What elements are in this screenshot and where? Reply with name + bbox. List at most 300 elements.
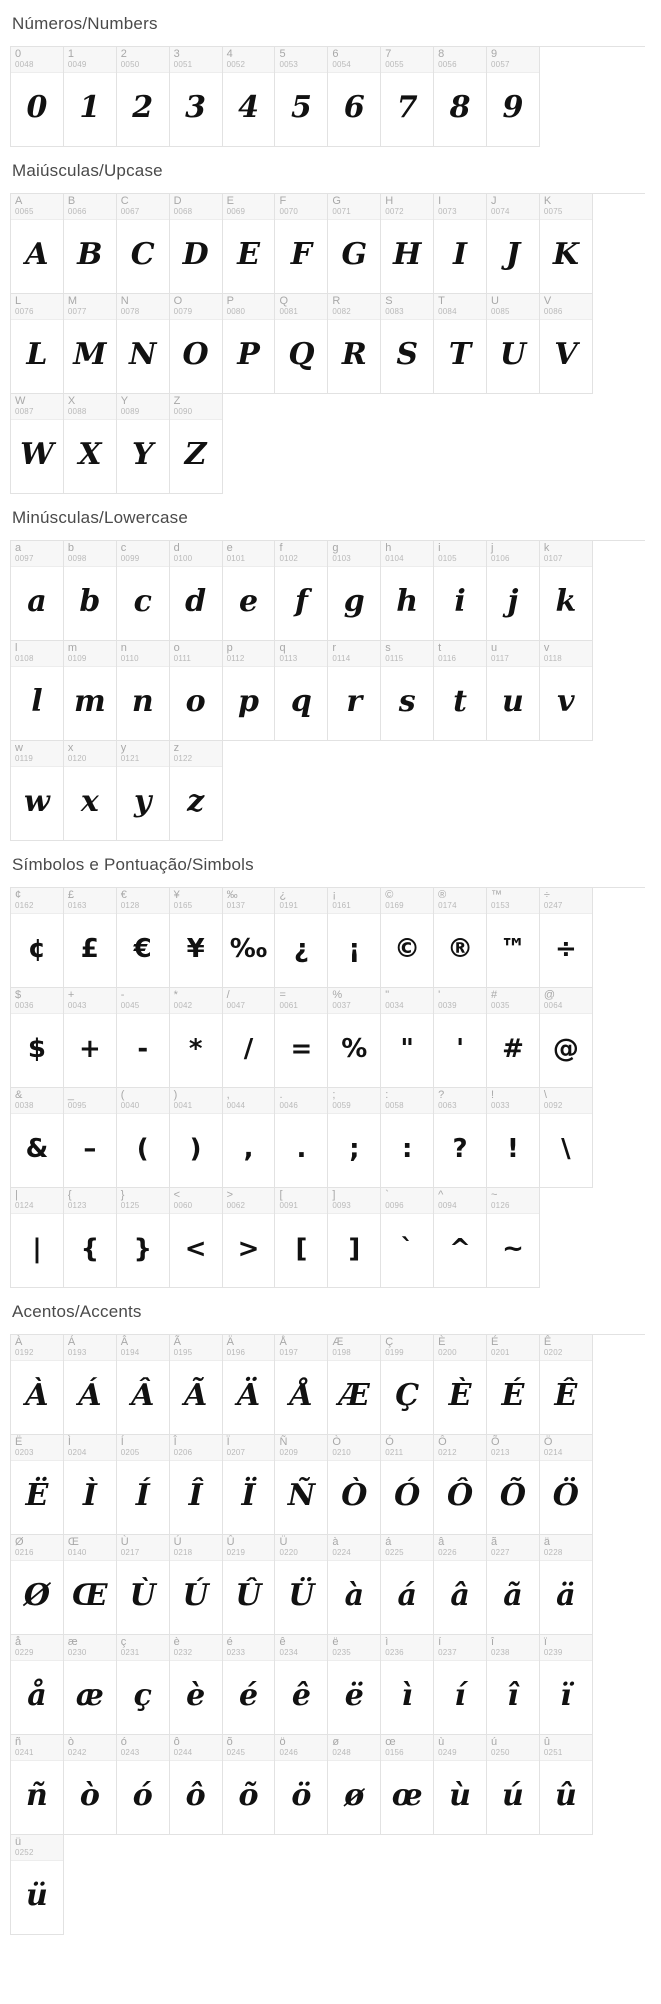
glyph-cell[interactable] <box>170 1188 223 1288</box>
glyph-cell[interactable] <box>487 1535 540 1635</box>
glyph-character-label: - <box>120 989 125 1001</box>
glyph-section <box>0 1288 661 1935</box>
glyph-preview: õ <box>238 1777 259 1813</box>
glyph-cell[interactable] <box>170 741 223 841</box>
glyph-cell[interactable] <box>275 1435 328 1535</box>
glyph-code-label: 0250 <box>491 1747 510 1757</box>
glyph-code-label: 0193 <box>67 1347 87 1357</box>
section-title: Minúsculas/Lowercase <box>12 508 188 527</box>
glyph-cell[interactable] <box>170 888 223 988</box>
glyph-cell[interactable] <box>117 1435 170 1535</box>
glyph-meta <box>275 1088 327 1114</box>
glyph-preview: Ü <box>288 1577 315 1613</box>
glyph-cell[interactable] <box>64 541 117 641</box>
glyph-grid <box>10 887 645 1288</box>
glyph-meta <box>170 541 222 567</box>
glyph-preview: B <box>77 236 103 272</box>
glyph-code-label: 0079 <box>173 306 193 316</box>
glyph-code-label: 0233 <box>226 1647 246 1657</box>
glyph-cell[interactable] <box>540 294 593 394</box>
glyph-cell[interactable] <box>381 194 434 294</box>
glyph-code-label: 0120 <box>67 753 87 763</box>
glyph-cell[interactable] <box>117 1535 170 1635</box>
glyph-code-label: 0065 <box>15 206 34 216</box>
glyph-cell[interactable] <box>328 888 381 988</box>
glyph-cell[interactable] <box>540 1535 593 1635</box>
glyph-cell[interactable] <box>381 541 434 641</box>
glyph-preview: J <box>505 236 521 272</box>
glyph-cell[interactable] <box>11 1435 64 1535</box>
glyph-cell[interactable] <box>381 1335 434 1435</box>
glyph-cell[interactable] <box>11 988 64 1088</box>
glyph-cell[interactable] <box>381 1635 434 1735</box>
glyph-preview: # <box>502 1033 524 1064</box>
glyph-cell[interactable] <box>11 1335 64 1435</box>
glyph-cell[interactable] <box>64 988 117 1088</box>
glyph-code-label: 0112 <box>226 653 245 663</box>
glyph-meta <box>117 541 169 567</box>
glyph-cell[interactable] <box>223 988 276 1088</box>
glyph-cell[interactable] <box>170 1088 223 1188</box>
glyph-code-label: 0062 <box>226 1200 246 1210</box>
glyph-cell[interactable] <box>11 641 64 741</box>
glyph-cell[interactable] <box>381 641 434 741</box>
glyph-meta <box>381 988 433 1014</box>
glyph-cell[interactable] <box>434 541 487 641</box>
glyph-cell[interactable] <box>64 47 117 147</box>
glyph-meta <box>11 888 63 914</box>
glyph-character-label: ç <box>120 1636 127 1648</box>
glyph-cell[interactable] <box>328 1435 381 1535</box>
glyph-meta <box>64 1335 116 1361</box>
glyph-cell[interactable] <box>64 394 117 494</box>
glyph-cell[interactable] <box>540 888 593 988</box>
glyph-meta <box>170 394 222 420</box>
glyph-cell[interactable] <box>487 1635 540 1735</box>
glyph-meta <box>487 1535 539 1561</box>
glyph-cell[interactable] <box>434 1735 487 1835</box>
glyph-meta <box>328 1188 380 1214</box>
glyph-cell[interactable] <box>223 541 276 641</box>
glyph-cell[interactable] <box>381 1535 434 1635</box>
glyph-code-label: 0229 <box>15 1647 34 1657</box>
glyph-preview: 8 <box>449 89 471 125</box>
glyph-preview: Í <box>135 1477 150 1513</box>
glyph-cell[interactable] <box>381 1088 434 1188</box>
glyph-character-label: û <box>543 1736 551 1748</box>
glyph-cell[interactable] <box>328 641 381 741</box>
glyph-cell[interactable] <box>434 1188 487 1288</box>
glyph-cell[interactable] <box>540 1635 593 1735</box>
glyph-character-label: ^ <box>438 1189 444 1201</box>
glyph-cell[interactable] <box>170 294 223 394</box>
glyph-character-label: î <box>491 1636 495 1648</box>
glyph-cell[interactable] <box>328 988 381 1088</box>
glyph-cell[interactable] <box>170 194 223 294</box>
glyph-cell[interactable] <box>223 294 276 394</box>
glyph-cell[interactable] <box>275 47 328 147</box>
glyph-character-label: 7 <box>385 48 392 60</box>
glyph-cell[interactable] <box>540 1435 593 1535</box>
glyph-meta <box>540 888 592 914</box>
glyph-code-label: 0105 <box>438 553 457 563</box>
glyph-preview: ô <box>185 1777 206 1813</box>
glyph-code-label: 0231 <box>120 1647 140 1657</box>
glyph-cell[interactable] <box>275 988 328 1088</box>
glyph-preview: ! <box>507 1133 519 1164</box>
glyph-code-label: 0225 <box>385 1547 404 1557</box>
glyph-code-label: 0075 <box>543 206 563 216</box>
glyph-cell[interactable] <box>328 1735 381 1835</box>
glyph-cell[interactable] <box>117 988 170 1088</box>
glyph-cell[interactable] <box>11 741 64 841</box>
glyph-cell[interactable] <box>487 888 540 988</box>
glyph-cell[interactable] <box>117 641 170 741</box>
glyph-cell[interactable] <box>117 1735 170 1835</box>
glyph-character-label: ä <box>543 1536 551 1548</box>
glyph-cell[interactable] <box>434 1535 487 1635</box>
glyph-character-label: à <box>332 1536 339 1548</box>
glyph-preview: Ë <box>25 1477 49 1513</box>
glyph-meta <box>64 541 116 567</box>
glyph-preview: y <box>134 783 152 819</box>
glyph-cell[interactable] <box>434 47 487 147</box>
glyph-cell[interactable] <box>328 1335 381 1435</box>
glyph-character-label: M <box>67 295 78 307</box>
glyph-meta <box>11 988 63 1014</box>
glyph-cell[interactable] <box>223 194 276 294</box>
glyph-code-label: 0034 <box>385 1000 404 1010</box>
glyph-cell[interactable] <box>434 888 487 988</box>
glyph-code-label: 0206 <box>173 1447 193 1457</box>
glyph-code-label: 0082 <box>332 306 351 316</box>
glyph-preview: Ù <box>129 1577 156 1613</box>
glyph-character-label: j <box>491 542 494 554</box>
glyph-character-label: ™ <box>491 889 503 901</box>
glyph-code-label: 0156 <box>385 1747 404 1757</box>
glyph-cell[interactable] <box>434 1635 487 1735</box>
glyph-character-label: â <box>438 1536 445 1548</box>
glyph-cell[interactable] <box>434 641 487 741</box>
glyph-cell[interactable] <box>170 641 223 741</box>
glyph-cell[interactable] <box>540 194 593 294</box>
glyph-preview: ~ <box>502 1233 524 1264</box>
glyph-cell[interactable] <box>11 1735 64 1835</box>
glyph-code-label: 0191 <box>279 900 299 910</box>
glyph-cell[interactable] <box>275 641 328 741</box>
glyph-cell[interactable] <box>328 1188 381 1288</box>
glyph-cell[interactable] <box>170 988 223 1088</box>
glyph-cell[interactable] <box>487 641 540 741</box>
glyph-meta <box>328 1335 380 1361</box>
glyph-cell[interactable] <box>275 1735 328 1835</box>
glyph-cell[interactable] <box>170 1535 223 1635</box>
glyph-cell[interactable] <box>117 194 170 294</box>
glyph-cell[interactable] <box>487 1435 540 1535</box>
glyph-cell[interactable] <box>275 1335 328 1435</box>
glyph-cell[interactable] <box>381 1435 434 1535</box>
glyph-character-label: Y <box>120 395 129 407</box>
glyph-cell[interactable] <box>434 1088 487 1188</box>
glyph-cell[interactable] <box>223 1735 276 1835</box>
glyph-cell[interactable] <box>275 294 328 394</box>
glyph-character-label: R <box>332 295 341 307</box>
glyph-character-label: } <box>120 1189 125 1201</box>
glyph-cell[interactable] <box>223 1635 276 1735</box>
glyph-character-label: ì <box>385 1636 389 1648</box>
glyph-cell[interactable] <box>487 988 540 1088</box>
glyph-character-label: P <box>226 295 234 307</box>
glyph-cell[interactable] <box>117 888 170 988</box>
glyph-cell[interactable] <box>64 1088 117 1188</box>
glyph-character-label: Ô <box>438 1436 447 1448</box>
glyph-cell[interactable] <box>223 1535 276 1635</box>
glyph-cell[interactable] <box>540 541 593 641</box>
glyph-preview: ™ <box>499 933 526 964</box>
glyph-cell[interactable] <box>11 394 64 494</box>
glyph-cell[interactable] <box>64 888 117 988</box>
glyph-character-label: Û <box>226 1536 235 1548</box>
glyph-cell[interactable] <box>275 1188 328 1288</box>
glyph-character-label: ? <box>438 1089 445 1101</box>
glyph-meta <box>223 1535 275 1561</box>
glyph-cell[interactable] <box>117 294 170 394</box>
glyph-character-label: w <box>15 742 23 754</box>
glyph-meta <box>223 1335 275 1361</box>
glyph-cell[interactable] <box>11 541 64 641</box>
glyph-cell[interactable] <box>328 1088 381 1188</box>
glyph-cell[interactable] <box>381 47 434 147</box>
glyph-cell[interactable] <box>223 1435 276 1535</box>
glyph-cell[interactable] <box>223 888 276 988</box>
glyph-code-label: 0235 <box>332 1647 351 1657</box>
glyph-preview: h <box>396 583 419 619</box>
glyph-cell[interactable] <box>381 1188 434 1288</box>
glyph-cell[interactable] <box>117 47 170 147</box>
glyph-meta <box>487 47 539 73</box>
glyph-meta <box>434 47 486 73</box>
glyph-meta <box>11 1635 63 1661</box>
glyph-cell[interactable] <box>434 1335 487 1435</box>
glyph-cell[interactable] <box>11 47 64 147</box>
glyph-cell[interactable] <box>381 888 434 988</box>
glyph-cell[interactable] <box>275 1535 328 1635</box>
glyph-preview: ' <box>456 1033 465 1064</box>
glyph-meta <box>275 888 327 914</box>
glyph-code-label: 0236 <box>385 1647 404 1657</box>
glyph-code-label: 0077 <box>67 306 87 316</box>
glyph-cell[interactable] <box>275 1635 328 1735</box>
glyph-cell[interactable] <box>11 1188 64 1288</box>
glyph-cell[interactable] <box>487 47 540 147</box>
glyph-cell[interactable] <box>434 194 487 294</box>
glyph-cell[interactable] <box>223 1335 276 1435</box>
glyph-meta <box>11 641 63 667</box>
glyph-cell[interactable] <box>117 1335 170 1435</box>
glyph-code-label: 0097 <box>15 553 34 563</box>
glyph-character-label: _ <box>67 1089 75 1101</box>
glyph-cell[interactable] <box>434 294 487 394</box>
glyph-preview: Ò <box>341 1477 368 1513</box>
glyph-preview: Ö <box>552 1477 579 1513</box>
glyph-cell[interactable] <box>540 1335 593 1435</box>
glyph-cell[interactable] <box>64 1635 117 1735</box>
glyph-cell[interactable] <box>170 1735 223 1835</box>
glyph-cell[interactable] <box>223 1088 276 1188</box>
glyph-cell[interactable] <box>434 1435 487 1535</box>
glyph-cell[interactable] <box>540 1088 593 1188</box>
glyph-meta <box>487 1335 539 1361</box>
glyph-cell[interactable] <box>64 194 117 294</box>
glyph-cell[interactable] <box>170 394 223 494</box>
glyph-code-label: 0117 <box>491 653 510 663</box>
glyph-cell[interactable] <box>275 194 328 294</box>
glyph-meta <box>540 988 592 1014</box>
glyph-code-label: 0239 <box>543 1647 563 1657</box>
glyph-code-label: 0247 <box>543 900 563 910</box>
glyph-cell[interactable] <box>328 1535 381 1635</box>
glyph-cell[interactable] <box>64 1188 117 1288</box>
glyph-cell[interactable] <box>223 641 276 741</box>
glyph-meta <box>540 1435 592 1461</box>
glyph-meta <box>275 1635 327 1661</box>
glyph-cell[interactable] <box>328 194 381 294</box>
glyph-meta <box>328 1088 380 1114</box>
glyph-cell[interactable] <box>487 1188 540 1288</box>
glyph-preview: l <box>31 683 43 719</box>
glyph-cell[interactable] <box>381 988 434 1088</box>
glyph-preview: 7 <box>396 89 418 125</box>
glyph-cell[interactable] <box>328 1635 381 1735</box>
glyph-cell[interactable] <box>170 541 223 641</box>
glyph-character-label: ö <box>279 1736 286 1748</box>
glyph-meta <box>328 1635 380 1661</box>
glyph-meta <box>381 294 433 320</box>
glyph-cell[interactable] <box>328 541 381 641</box>
glyph-cell[interactable] <box>117 1635 170 1735</box>
glyph-cell[interactable] <box>328 47 381 147</box>
glyph-cell[interactable] <box>223 1188 276 1288</box>
glyph-meta <box>275 988 327 1014</box>
glyph-cell[interactable] <box>275 1088 328 1188</box>
glyph-code-label: 0085 <box>491 306 510 316</box>
glyph-code-label: 0203 <box>15 1447 34 1457</box>
glyph-preview: ` <box>400 1233 414 1264</box>
glyph-cell[interactable] <box>64 641 117 741</box>
glyph-meta <box>64 1188 116 1214</box>
glyph-cell[interactable] <box>540 641 593 741</box>
glyph-cell[interactable] <box>64 1435 117 1535</box>
glyph-cell[interactable] <box>487 1088 540 1188</box>
glyph-cell[interactable] <box>11 888 64 988</box>
glyph-cell[interactable] <box>64 1335 117 1435</box>
glyph-cell[interactable] <box>381 294 434 394</box>
glyph-preview: 2 <box>132 89 154 125</box>
glyph-meta <box>381 1088 433 1114</box>
glyph-cell[interactable] <box>117 1188 170 1288</box>
glyph-meta <box>64 888 116 914</box>
glyph-cell[interactable] <box>487 294 540 394</box>
glyph-preview: Ï <box>241 1477 256 1513</box>
glyph-cell[interactable] <box>434 988 487 1088</box>
glyph-cell[interactable] <box>11 1088 64 1188</box>
glyph-character-label: 2 <box>120 48 127 60</box>
glyph-meta <box>64 1435 116 1461</box>
glyph-cell[interactable] <box>170 1635 223 1735</box>
glyph-cell[interactable] <box>275 541 328 641</box>
glyph-meta <box>381 541 433 567</box>
glyph-meta <box>434 641 486 667</box>
glyph-meta <box>434 1635 486 1661</box>
glyph-preview: ç <box>133 1677 152 1713</box>
glyph-meta <box>540 294 592 320</box>
glyph-cell[interactable] <box>117 541 170 641</box>
glyph-character-label: Ò <box>332 1436 341 1448</box>
glyph-cell[interactable] <box>64 741 117 841</box>
glyph-cell[interactable] <box>540 1735 593 1835</box>
glyph-character-label: Â <box>120 1336 129 1348</box>
glyph-cell[interactable] <box>170 1435 223 1535</box>
glyph-cell[interactable] <box>170 47 223 147</box>
glyph-meta <box>434 294 486 320</box>
glyph-code-label: 0035 <box>491 1000 510 1010</box>
glyph-meta <box>223 294 275 320</box>
glyph-meta <box>223 888 275 914</box>
glyph-cell[interactable] <box>487 194 540 294</box>
glyph-meta <box>328 1735 380 1761</box>
glyph-cell[interactable] <box>487 1735 540 1835</box>
glyph-code-label: 0115 <box>385 653 404 663</box>
glyph-preview: æ <box>75 1677 104 1713</box>
glyph-code-label: 0083 <box>385 306 404 316</box>
glyph-cell[interactable] <box>64 294 117 394</box>
glyph-cell[interactable] <box>11 294 64 394</box>
glyph-cell[interactable] <box>170 1335 223 1435</box>
glyph-preview: 5 <box>290 89 312 125</box>
glyph-meta <box>487 1635 539 1661</box>
glyph-code-label: 0198 <box>332 1347 351 1357</box>
glyph-cell[interactable] <box>540 988 593 1088</box>
glyph-cell[interactable] <box>275 888 328 988</box>
glyph-cell[interactable] <box>64 1535 117 1635</box>
glyph-cell[interactable] <box>223 47 276 147</box>
glyph-cell[interactable] <box>117 741 170 841</box>
glyph-meta <box>64 1088 116 1114</box>
glyph-code-label: 0073 <box>438 206 457 216</box>
glyph-preview: Ä <box>236 1377 261 1413</box>
glyph-code-label: 0055 <box>385 59 404 69</box>
glyph-cell[interactable] <box>11 1535 64 1635</box>
glyph-meta <box>223 988 275 1014</box>
glyph-cell[interactable] <box>117 1088 170 1188</box>
glyph-code-label: 0043 <box>67 1000 87 1010</box>
glyph-character-label: 3 <box>173 48 180 60</box>
glyph-character-label: n <box>120 642 127 654</box>
glyph-cell[interactable] <box>11 1635 64 1735</box>
glyph-meta <box>117 1088 169 1114</box>
glyph-cell[interactable] <box>487 541 540 641</box>
glyph-cell[interactable] <box>11 194 64 294</box>
glyph-cell[interactable] <box>117 394 170 494</box>
glyph-preview: W <box>20 436 54 472</box>
glyph-code-label: 0096 <box>385 1200 404 1210</box>
glyph-cell[interactable] <box>64 1735 117 1835</box>
glyph-cell[interactable] <box>11 1835 64 1935</box>
glyph-code-label: 0194 <box>120 1347 140 1357</box>
glyph-cell[interactable] <box>381 1735 434 1835</box>
glyph-cell[interactable] <box>328 294 381 394</box>
glyph-cell[interactable] <box>487 1335 540 1435</box>
